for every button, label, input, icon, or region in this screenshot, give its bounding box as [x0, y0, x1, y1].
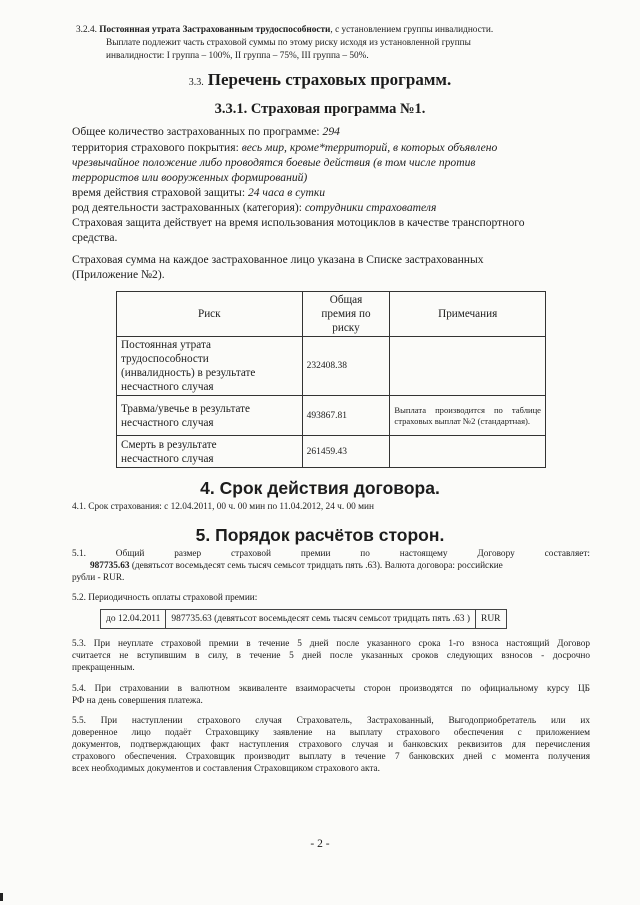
motorcycle-clause-line1: Страховая защита действует на время использования мотоциклов в качестве транспортного: [72, 216, 525, 229]
header-risk: Риск: [117, 292, 303, 337]
payment-currency: RUR: [475, 610, 506, 629]
clause-55-line4: страхового обеспечения. Страховщик производит выплату в течение 7 банковских дней с момента получения: [72, 752, 590, 762]
clause-53-line3: прекращенным.: [72, 663, 135, 673]
risk-name: Постоянная утрата трудоспособности (инвалидность) в результате несчастного случая: [117, 337, 303, 396]
risk-table-header: [117, 292, 546, 337]
insured-count: Общее количество застрахованных по программе: 294: [72, 125, 340, 138]
section-33-heading: 3.3. Перечень страховых программ.: [188, 70, 452, 89]
coverage-time: время действия страховой защиты: 24 часа в сутки: [72, 186, 326, 199]
risk-premium: 493867.81: [302, 396, 390, 436]
risk-premium: 261459.43: [302, 436, 390, 468]
clause-51-line3: рубли - RUR.: [72, 573, 125, 583]
clause-51-line2: 987735.63 (девятьсот восемьдесят семь тысяч семьсот тридцать пять .63). Валюта договора: российские: [90, 561, 503, 571]
clause-53-line1: 5.3. При неуплате страховой премии в течение 5 дней после указанного срока 1-го взноса настоящий Договор: [72, 639, 590, 649]
premium-amount: 987735.63: [90, 561, 130, 571]
clause-324-line2: Выплате подлежит часть страховой суммы по этому риску исходя из установленной группы: [106, 38, 471, 48]
clause-55-line2: доверенное лицо подаёт Страховщику заявление на выплату страхового обеспечения с приложением: [72, 728, 590, 738]
clause-55-line1: 5.5. При наступлении страхового случая Страхователь, Застрахованный, Выгодоприобретатель или их: [72, 716, 590, 726]
territory-line2: чрезвычайное положение либо проводятся боевые действия (в том числе против: [72, 156, 476, 169]
territory-line1: территория страхового покрытия: весь мир, кроме*территорий, в которых объявлено: [72, 141, 498, 154]
page-number: - 2 -: [310, 838, 330, 850]
clause-324-title: Постоянная утрата Застрахованным трудоспособности: [99, 25, 331, 35]
clause-53-line2: считается не вступившим в силу, в течение 5 дней после указанных сроков следующих взносов - досрочно: [72, 651, 590, 661]
risk-note: Выплата производится по таблице страховых выплат №2 (стандартная).: [390, 396, 546, 436]
scan-edge-mark: [0, 893, 3, 901]
section-5-heading: 5. Порядок расчётов сторон.: [195, 525, 445, 545]
clause-324-line1: 3.2.4. Постоянная утрата Застрахованным трудоспособности, с установлением группы инвалидности.: [76, 25, 494, 35]
header-premium: Общая премия по риску: [302, 292, 390, 337]
table-row: [117, 396, 546, 436]
risk-note: [390, 337, 546, 396]
risk-premium: 232408.38: [302, 337, 390, 396]
sum-insured-line1: Страховая сумма на каждое застрахованное лицо указана в Списке застрахованных: [72, 253, 484, 266]
payment-date: до 12.04.2011: [101, 610, 166, 629]
risk-name: Травма/увечье в результате несчастного случая: [117, 396, 303, 436]
payment-schedule-table: [100, 609, 507, 629]
insurance-period: 4.1. Срок страхования: с 12.04.2011, 00 ч. 00 мин по 11.04.2012, 24 ч. 00 мин: [72, 502, 374, 512]
risk-note: [390, 436, 546, 468]
insured-category: род деятельности застрахованных (категория): сотрудники страхователя: [72, 201, 437, 214]
clause-51-line1: 5.1. Общий размер страховой премии по настоящему Договору составляет:: [72, 549, 590, 559]
sum-insured-line2: (Приложение №2).: [72, 268, 165, 281]
clause-324-line3: инвалидности: I группа – 100%, II группа – 75%, III группа – 50%.: [106, 51, 369, 61]
clause-54-line1: 5.4. При страховании в валютном эквиваленте взаиморасчеты сторон производятся по официальному курсу ЦБ: [72, 684, 590, 694]
table-row: [101, 610, 507, 629]
payment-amount: 987735.63 (девятьсот восемьдесят семь тысяч семьсот тридцать пять .63 ): [166, 610, 476, 629]
clause-52: 5.2. Периодичность оплаты страховой премии:: [72, 593, 258, 603]
header-notes: Примечания: [390, 292, 546, 337]
section-4-heading: 4. Срок действия договора.: [200, 478, 440, 498]
clause-55-line5: всех необходимых документов и составления Страховщиком страхового акта.: [72, 764, 380, 774]
table-row: [117, 337, 546, 396]
territory-line3: террористов или вооруженных формирований): [72, 171, 308, 184]
clause-54-line2: РФ на день совершения платежа.: [72, 696, 203, 706]
program-heading: 3.3.1. Страховая программа №1.: [214, 101, 426, 117]
motorcycle-clause-line2: средства.: [72, 231, 118, 244]
risk-table: [116, 291, 546, 468]
clause-55-line3: документов, подтверждающих факт наступления страхового случая и банковских реквизитов для перечисления: [72, 740, 590, 750]
table-row: [117, 436, 546, 468]
risk-name: Смерть в результате несчастного случая: [117, 436, 303, 468]
